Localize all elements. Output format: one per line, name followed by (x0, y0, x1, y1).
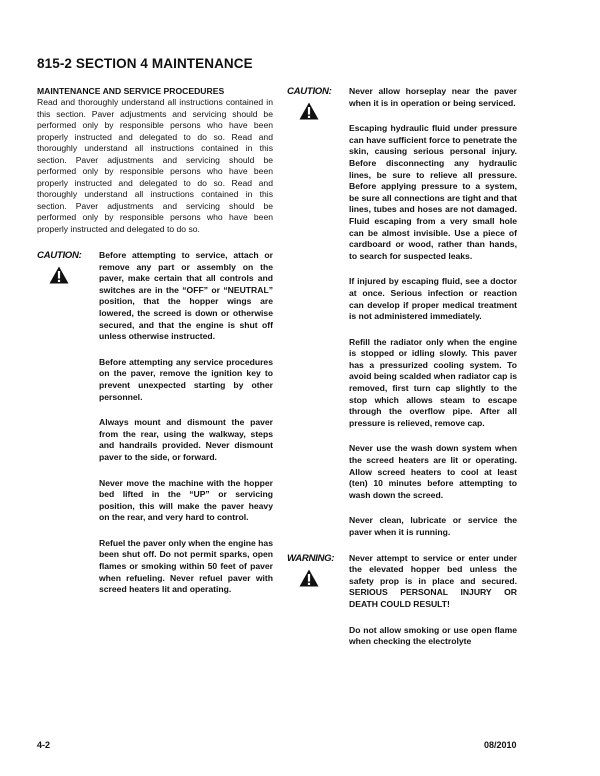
left-column (37, 86, 273, 610)
caution-paragraph: If injured by escaping fluid, see a doctor at once. Serious infection or reaction can develop if proper medical treatment is not administered immediately. (349, 276, 517, 322)
warning-body (349, 553, 517, 662)
right-column (287, 86, 517, 662)
warning-triangle-icon (49, 266, 69, 284)
warning-side (287, 553, 349, 662)
caution-paragraph: Refuel the paver only when the engine has been shut off. Do not permit sparks, open flames or smoking within 50 feet of paver when refueling. Never refuel paver with screed heaters lit and operating. (99, 537, 273, 595)
page-title: 815-2 SECTION 4 MAINTENANCE (37, 56, 253, 71)
caution-paragraph: Escaping hydraulic fluid under pressure can have sufficient force to penetrate the skin, causing serious personal injury. Before disconnecting any hydraulic lines, be sure to relieve all pressure. Before applying pressure to a system, be sure all connections are tight and that lines, tubes and hoses are not damaged. Fluid escaping from a very small hole can be almost invisible. Use a piece of cardboard or wood, rather than hands, to search for suspected leaks. (349, 123, 517, 261)
warning-label: WARNING: (287, 552, 335, 564)
warning-block (287, 553, 517, 662)
warning-triangle-icon (299, 569, 319, 587)
caution-body (349, 86, 517, 553)
caution-paragraph: Before attempting to service, attach or remove any part or assembly on the paver, make certain that all controls and switches are in the “OFF” or “NEUTRAL” position, that the hopper wings are lowered, the screed is down or otherwise secured, and that the engine is shut off unless otherwise instructed. (99, 250, 273, 342)
caution-paragraph: Always mount and dismount the paver from the rear, using the walkway, steps and handrails provided. Never dismount paver to the side, or forward. (99, 417, 273, 462)
caution-label: CAUTION: (37, 250, 82, 261)
caution-paragraph: Refill the radiator only when the engine is stopped or idling slowly. This paver has a pressurized cooling system. To avoid being scalded when radiator cap is removed, first turn cap slightly to the stop which allows steam to escape through the overflow pipe. After all pressure is relieved, remove cap. (349, 336, 517, 428)
section-heading: MAINTENANCE AND SERVICE PROCEDURES (37, 86, 225, 96)
intro-paragraph: Read and thoroughly understand all instructions contained in this section. Paver adjustments and servicing should be performed only by responsible persons who have been properly instructed and delegated to do so. Read and thoroughly understand all instructions contained in this section. Paver adjustments and servicing should be performed only by responsible persons who have been properly instructed and delegated to do so. Read and thoroughly understand all instructions contained in this section. Paver adjustments and servicing should be performed only by responsible persons who have been properly instructed and delegated to do so. (37, 97, 273, 234)
caution-paragraph: Before attempting any service procedures on the paver, remove the ignition key to prevent unexpected starting by other personnel. (99, 356, 273, 402)
revision-date: 08/2010 (484, 740, 517, 750)
warning-paragraph: Do not allow smoking or use open flame when checking the electrolyte (349, 624, 517, 647)
caution-body (99, 250, 273, 610)
caution-paragraph: Never clean, lubricate or service the paver when it is running. (349, 515, 517, 537)
warning-triangle-icon (299, 102, 319, 120)
caution-side (287, 86, 349, 553)
caution-paragraph: Never allow horseplay near the paver when it is in operation or being serviced. (349, 86, 517, 108)
caution-block-left (37, 250, 273, 610)
caution-label: CAUTION: (287, 86, 332, 97)
page-number: 4-2 (37, 740, 51, 750)
caution-paragraph: Never use the wash down system when the screed heaters are lit or operating. Allow screed heaters to cool at least (ten) 10 minutes before attempting to wash down the screed. (349, 443, 517, 500)
caution-block-right (287, 86, 517, 553)
caution-paragraph: Never move the machine with the hopper bed lifted in the “UP” or servicing position, this will make the paver heavy on the rear, and very hard to control. (99, 477, 273, 523)
caution-side (37, 250, 99, 610)
warning-paragraph: Never attempt to service or enter under the elevated hopper bed unless the safety prop is in place and secured. SERIOUS PERSONAL INJURY OR DEATH COULD RESULT! (349, 552, 517, 609)
